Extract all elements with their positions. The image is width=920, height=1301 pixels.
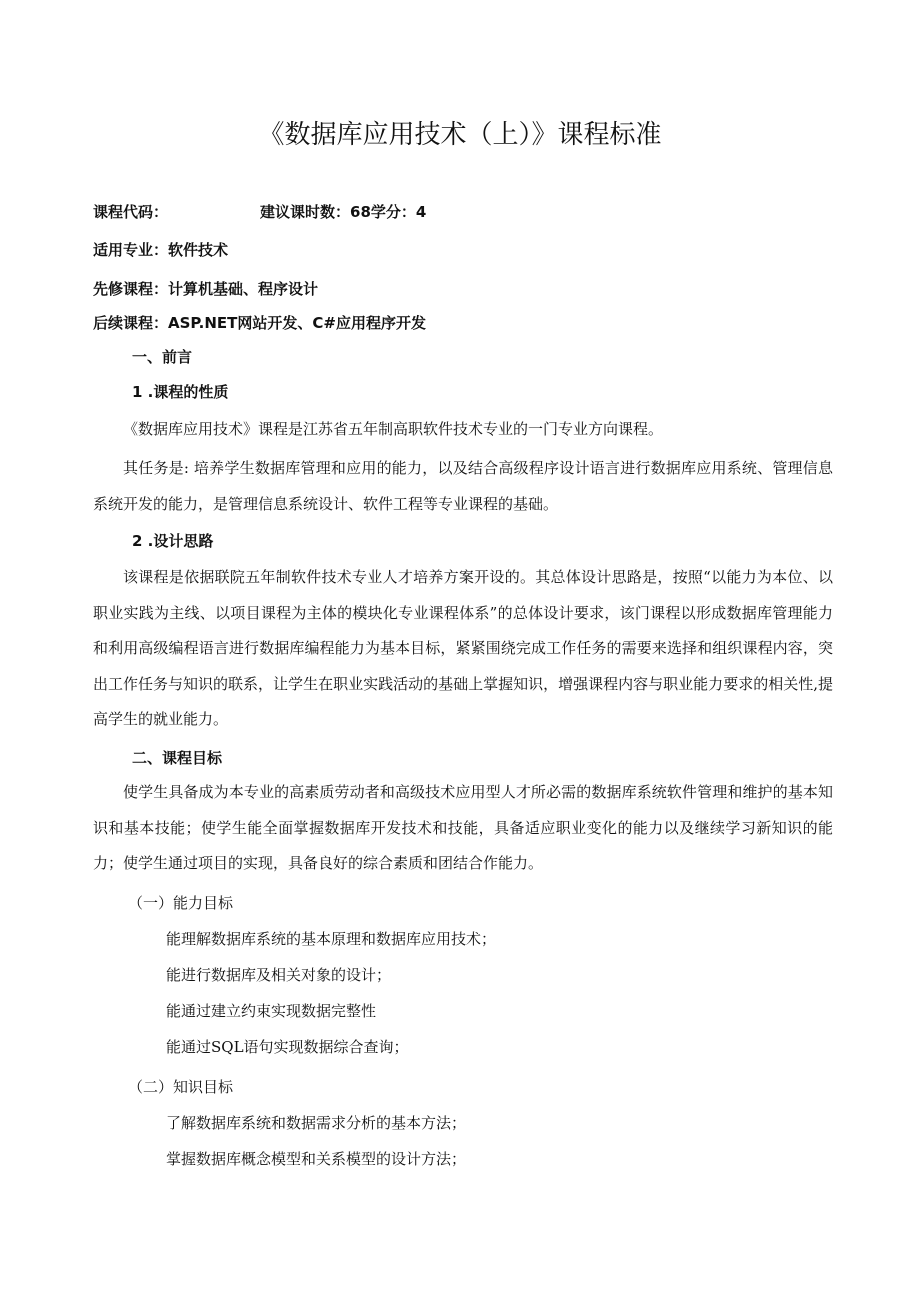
prereq-row — [93, 278, 318, 299]
design-paragraph: 该课程是依据联院五年制软件技术专业人才培养方案开设的。其总体设计思路是，按照“以能力为本位、以职业实践为主线、以项目课程为主体的模块化专业课程体系”的总体设计要求，该门课程以形成数据库管理能力和利用高级编程语言进行数据库编程能力为基本目标，紧紧围绕完成工作任务的需要来选择和组织课程内容，突出工作任务与知识的联系，让学生在职业实践活动的基础上掌握知识，增强课程内容与职业能力要求的相关性,提高学生的就业能力。 — [93, 568, 833, 728]
ability-item: 能理解数据库系统的基本原理和数据库应用技术； — [166, 930, 497, 948]
document-title: 《数据库应用技术（上）》课程标准 — [258, 120, 662, 150]
hours-credits-label: 建议课时数：68学分：4 — [260, 203, 427, 221]
ability-item: 能进行数据库及相关对象的设计； — [166, 966, 392, 984]
ability-goals-heading: （一）能力目标 — [128, 894, 234, 912]
course-code-label: 课程代码： — [93, 203, 169, 221]
prereq-value: 计算机基础、程序设计 — [168, 280, 319, 298]
course-nature-paragraph-1: 《数据库应用技术》课程是江苏省五年制高职软件技术专业的一门专业方向课程。 — [123, 420, 664, 438]
knowledge-goals-heading: （二）知识目标 — [128, 1078, 234, 1096]
design-heading: 2 .设计思路 — [132, 532, 214, 550]
ability-item: 能通过建立约束实现数据完整性 — [166, 1002, 377, 1020]
major-row — [93, 239, 228, 260]
course-code-row — [93, 201, 427, 222]
followup-label: 后续课程： — [93, 314, 169, 332]
goals-intro-paragraph: 使学生具备成为本专业的高素质劳动者和高级技术应用型人才所必需的数据库系统软件管理和维护的基本知识和基本技能；使学生能全面掌握数据库开发技术和技能，具备适应职业变化的能力以及继续学习新知识的能力；使学生通过项目的实现，具备良好的综合素质和团结合作能力。 — [93, 783, 833, 872]
major-label: 适用专业： — [93, 241, 169, 259]
section-goals-heading: 二、课程目标 — [132, 749, 223, 767]
prereq-label: 先修课程： — [93, 280, 169, 298]
ability-item: 能通过SQL语句实现数据综合查询； — [166, 1038, 409, 1056]
knowledge-item: 了解数据库系统和数据需求分析的基本方法； — [166, 1114, 467, 1132]
course-nature-heading: 1 .课程的性质 — [132, 383, 229, 401]
major-value: 软件技术 — [168, 241, 229, 259]
followup-row — [93, 312, 426, 333]
course-nature-paragraph-2: 其任务是: 培养学生数据库管理和应用的能力，以及结合高级程序设计语言进行数据库应用系统、管理信息系统开发的能力，是管理信息系统设计、软件工程等专业课程的基础。 — [93, 459, 833, 513]
knowledge-item: 掌握数据库概念模型和关系模型的设计方法； — [166, 1150, 467, 1168]
section-preface-heading: 一、前言 — [132, 348, 193, 366]
followup-value: ASP.NET网站开发、C#应用程序开发 — [168, 314, 426, 332]
